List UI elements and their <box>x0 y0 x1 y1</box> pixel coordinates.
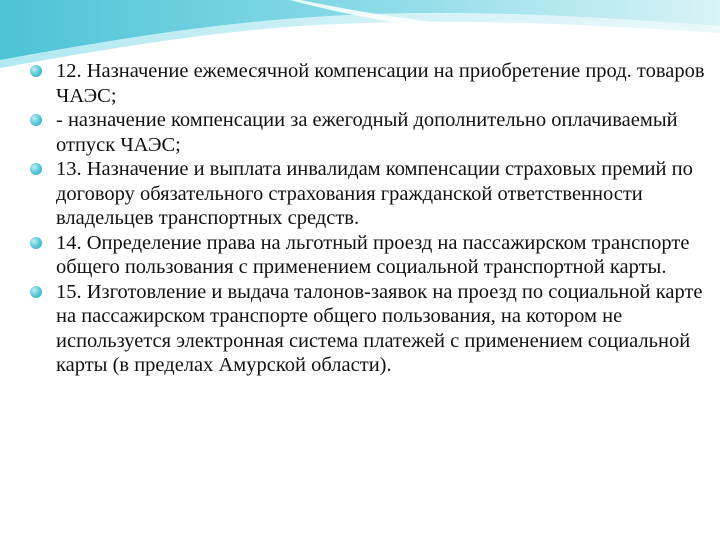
list-item-text: 14. Определение права на льготный проезд на пассажирском транспорте общего пользования с применением социальной транспортной карты. <box>56 231 690 278</box>
list-item <box>30 157 710 231</box>
bullet-icon <box>30 286 42 298</box>
list-item-text: 12. Назначение ежемесячной компенсации на приобретение прод. товаров ЧАЭС; <box>56 60 705 107</box>
bullet-icon <box>30 163 42 175</box>
bullet-list <box>30 59 710 378</box>
bullet-icon <box>30 65 42 77</box>
list-item-text: - назначение компенсации за ежегодный дополнительно оплачиваемый отпуск ЧАЭС; <box>56 109 678 156</box>
list-item-text: 15. Изготовление и выдача талонов-заявок на проезд по социальной карте на пассажирском транспорте общего пользования, на котором не используется электронная система платежей с применением социальной карты (в пределах Амурской области). <box>56 280 703 376</box>
list-item <box>30 108 710 157</box>
bullet-icon <box>30 114 42 126</box>
list-item <box>30 280 710 378</box>
bullet-icon <box>30 237 42 249</box>
list-item <box>30 231 710 280</box>
bullet-list-container <box>30 59 710 378</box>
list-item-text: 13. Назначение и выплата инвалидам компенсации страховых премий по договору обязательного страхования гражданской ответственности владельцев транспортных средств. <box>56 158 693 229</box>
list-item <box>30 59 710 108</box>
